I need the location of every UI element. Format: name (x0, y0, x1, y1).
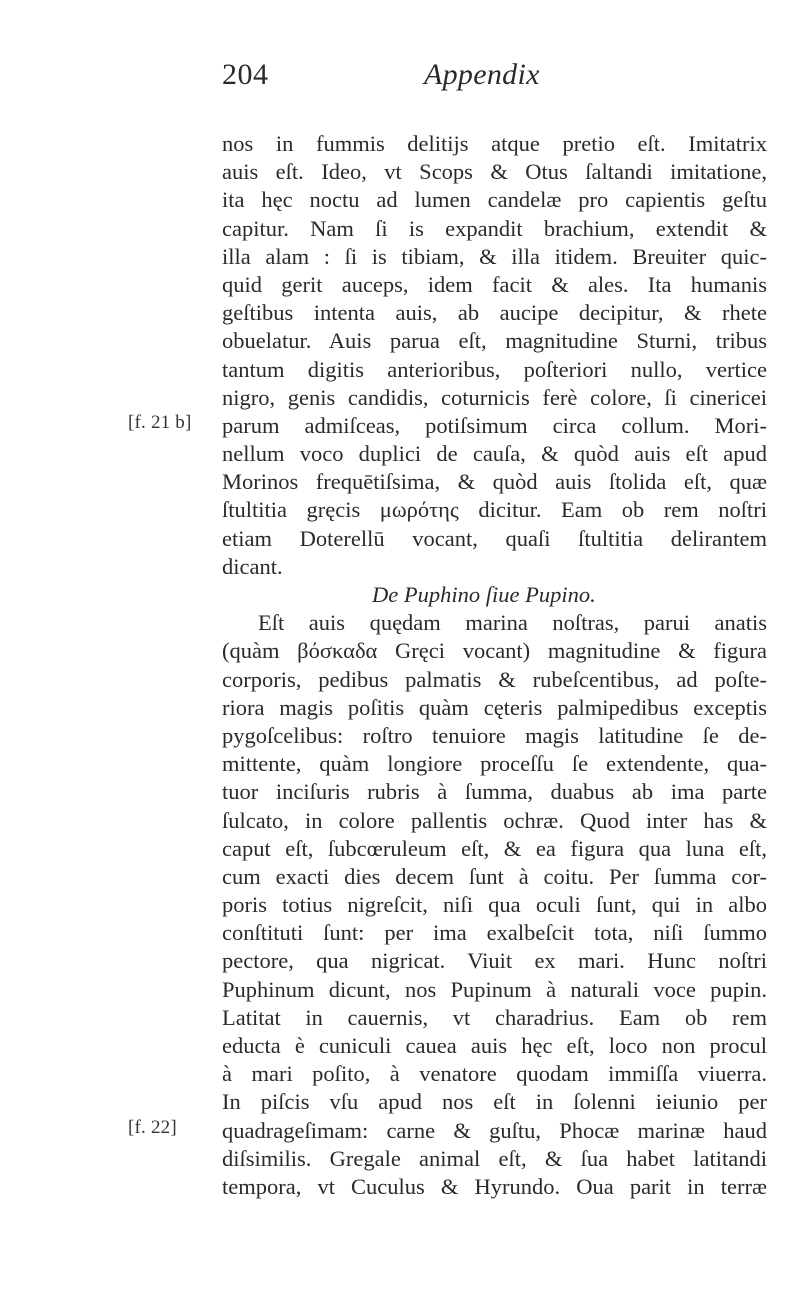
page-number: 204 (222, 58, 269, 91)
text-line: ſulcato, in colore pallentis ochræ. Quod inter has & (222, 807, 767, 833)
line-with-margin-note (128, 1116, 767, 1145)
folio-note: [f. 22] (128, 1116, 177, 1138)
text-line: illa alam : ſi is tibiam, & illa itidem. Breuiter quic- (222, 243, 767, 269)
text-line: educta è cuniculi cauea auis hęc eſt, loco non procul (222, 1033, 767, 1058)
text-line: pectore, qua nigricat. Viuit ex mari. Hunc noſtri (222, 948, 767, 974)
text-line: conſtituti ſunt: per ima exalbeſcit tota, niſi ſummo (222, 920, 767, 946)
text-line: pygoſcelibus: roſtro tenuiore magis latitudine ſe de- (222, 722, 767, 748)
text-line: geſtibus intenta auis, ab aucipe decipitur, & rhete (222, 300, 767, 326)
text-line: diſsimilis. Gregale animal eſt, & ſua habet latitandi (222, 1145, 767, 1171)
text-line: nigro, genis candidis, coturnicis ferè colore, ſi cinericei (222, 384, 767, 410)
text-line: à mari poſito, à venatore quodam immiſſa viuerra. (222, 1061, 767, 1087)
text-line: auis eſt. Ideo, vt Scops & Otus ſaltandi imitatione, (222, 159, 767, 185)
text-line: corporis, pedibus palmatis & rubeſcentibus, ad poſte- (222, 666, 767, 692)
folio-note: [f. 21 b] (128, 411, 192, 433)
text-line: (quàm βόσκαδα Gręci vocant) magnitudine & figura (222, 638, 767, 664)
text-line: ſtultitia gręcis μωρότης dicitur. Eam ob rem noſtri (222, 497, 767, 523)
text-line: poris totius nigreſcit, niſi qua oculi ſunt, qui in albo (222, 892, 767, 918)
text-line: cum exacti dies decem ſunt à coitu. Per ſumma cor- (222, 863, 767, 889)
text-line: dicant. (222, 553, 283, 579)
text-line: tempora, vt Cuculus & Hyrundo. Oua parit in terræ (222, 1173, 767, 1199)
section-title: Appendix (424, 58, 540, 91)
text-line: riora magis poſitis quàm cęteris palmipedibus exceptis (222, 694, 767, 720)
text-line: mittente, quàm longiore proceſſu ſe extendente, qua- (222, 751, 767, 777)
text-line: Morinos frequētiſsima, & quòd auis ſtolida eſt, quæ (222, 469, 767, 495)
body-text (128, 130, 767, 1201)
section-heading: De Puphino ſiue Pupino. (372, 582, 596, 607)
running-head (0, 58, 800, 98)
text-line: caput eſt, ſubcœruleum eſt, & ea figura qua luna eſt, (222, 835, 767, 861)
text-line: capitur. Nam ſi is expandit brachium, extendit & (222, 215, 767, 241)
text-line: In piſcis vſu apud nos eſt in ſolenni ieiunio per (222, 1089, 767, 1115)
text-line: etiam Doterellū vocant, quaſi ſtultitia delirantem (222, 525, 767, 551)
text-line: ita hęc noctu ad lumen candelæ pro capientis geſtu (222, 187, 767, 213)
text-line: Latitat in cauernis, vt charadrius. Eam ob rem (222, 1004, 767, 1030)
text-line: parum admiſceas, potiſsimum circa collum. Mori- (222, 412, 767, 438)
text-line: nos in fummis delitijs atque pretio eſt. Imitatrix (222, 131, 767, 156)
text-line: quadrageſimam: carne & guſtu, Phocæ marinæ haud (222, 1117, 767, 1143)
line-with-margin-note (128, 411, 767, 440)
text-line: nellum voco duplici de cauſa, & quòd auis eſt apud (222, 441, 767, 467)
text-line: Eſt auis quędam marina noſtras, parui anatis (258, 610, 767, 636)
text-line: quid gerit auceps, idem facit & ales. Ita humanis (222, 271, 767, 297)
text-line: Puphinum dicunt, nos Pupinum à naturali voce pupin. (222, 976, 767, 1002)
text-line: tuor inciſuris rubris à ſumma, duabus ab ima parte (222, 779, 767, 805)
text-line: obuelatur. Auis parua eſt, magnitudine Sturni, tribus (222, 328, 767, 354)
text-line: tantum digitis anterioribus, poſteriori nullo, vertice (222, 356, 767, 382)
